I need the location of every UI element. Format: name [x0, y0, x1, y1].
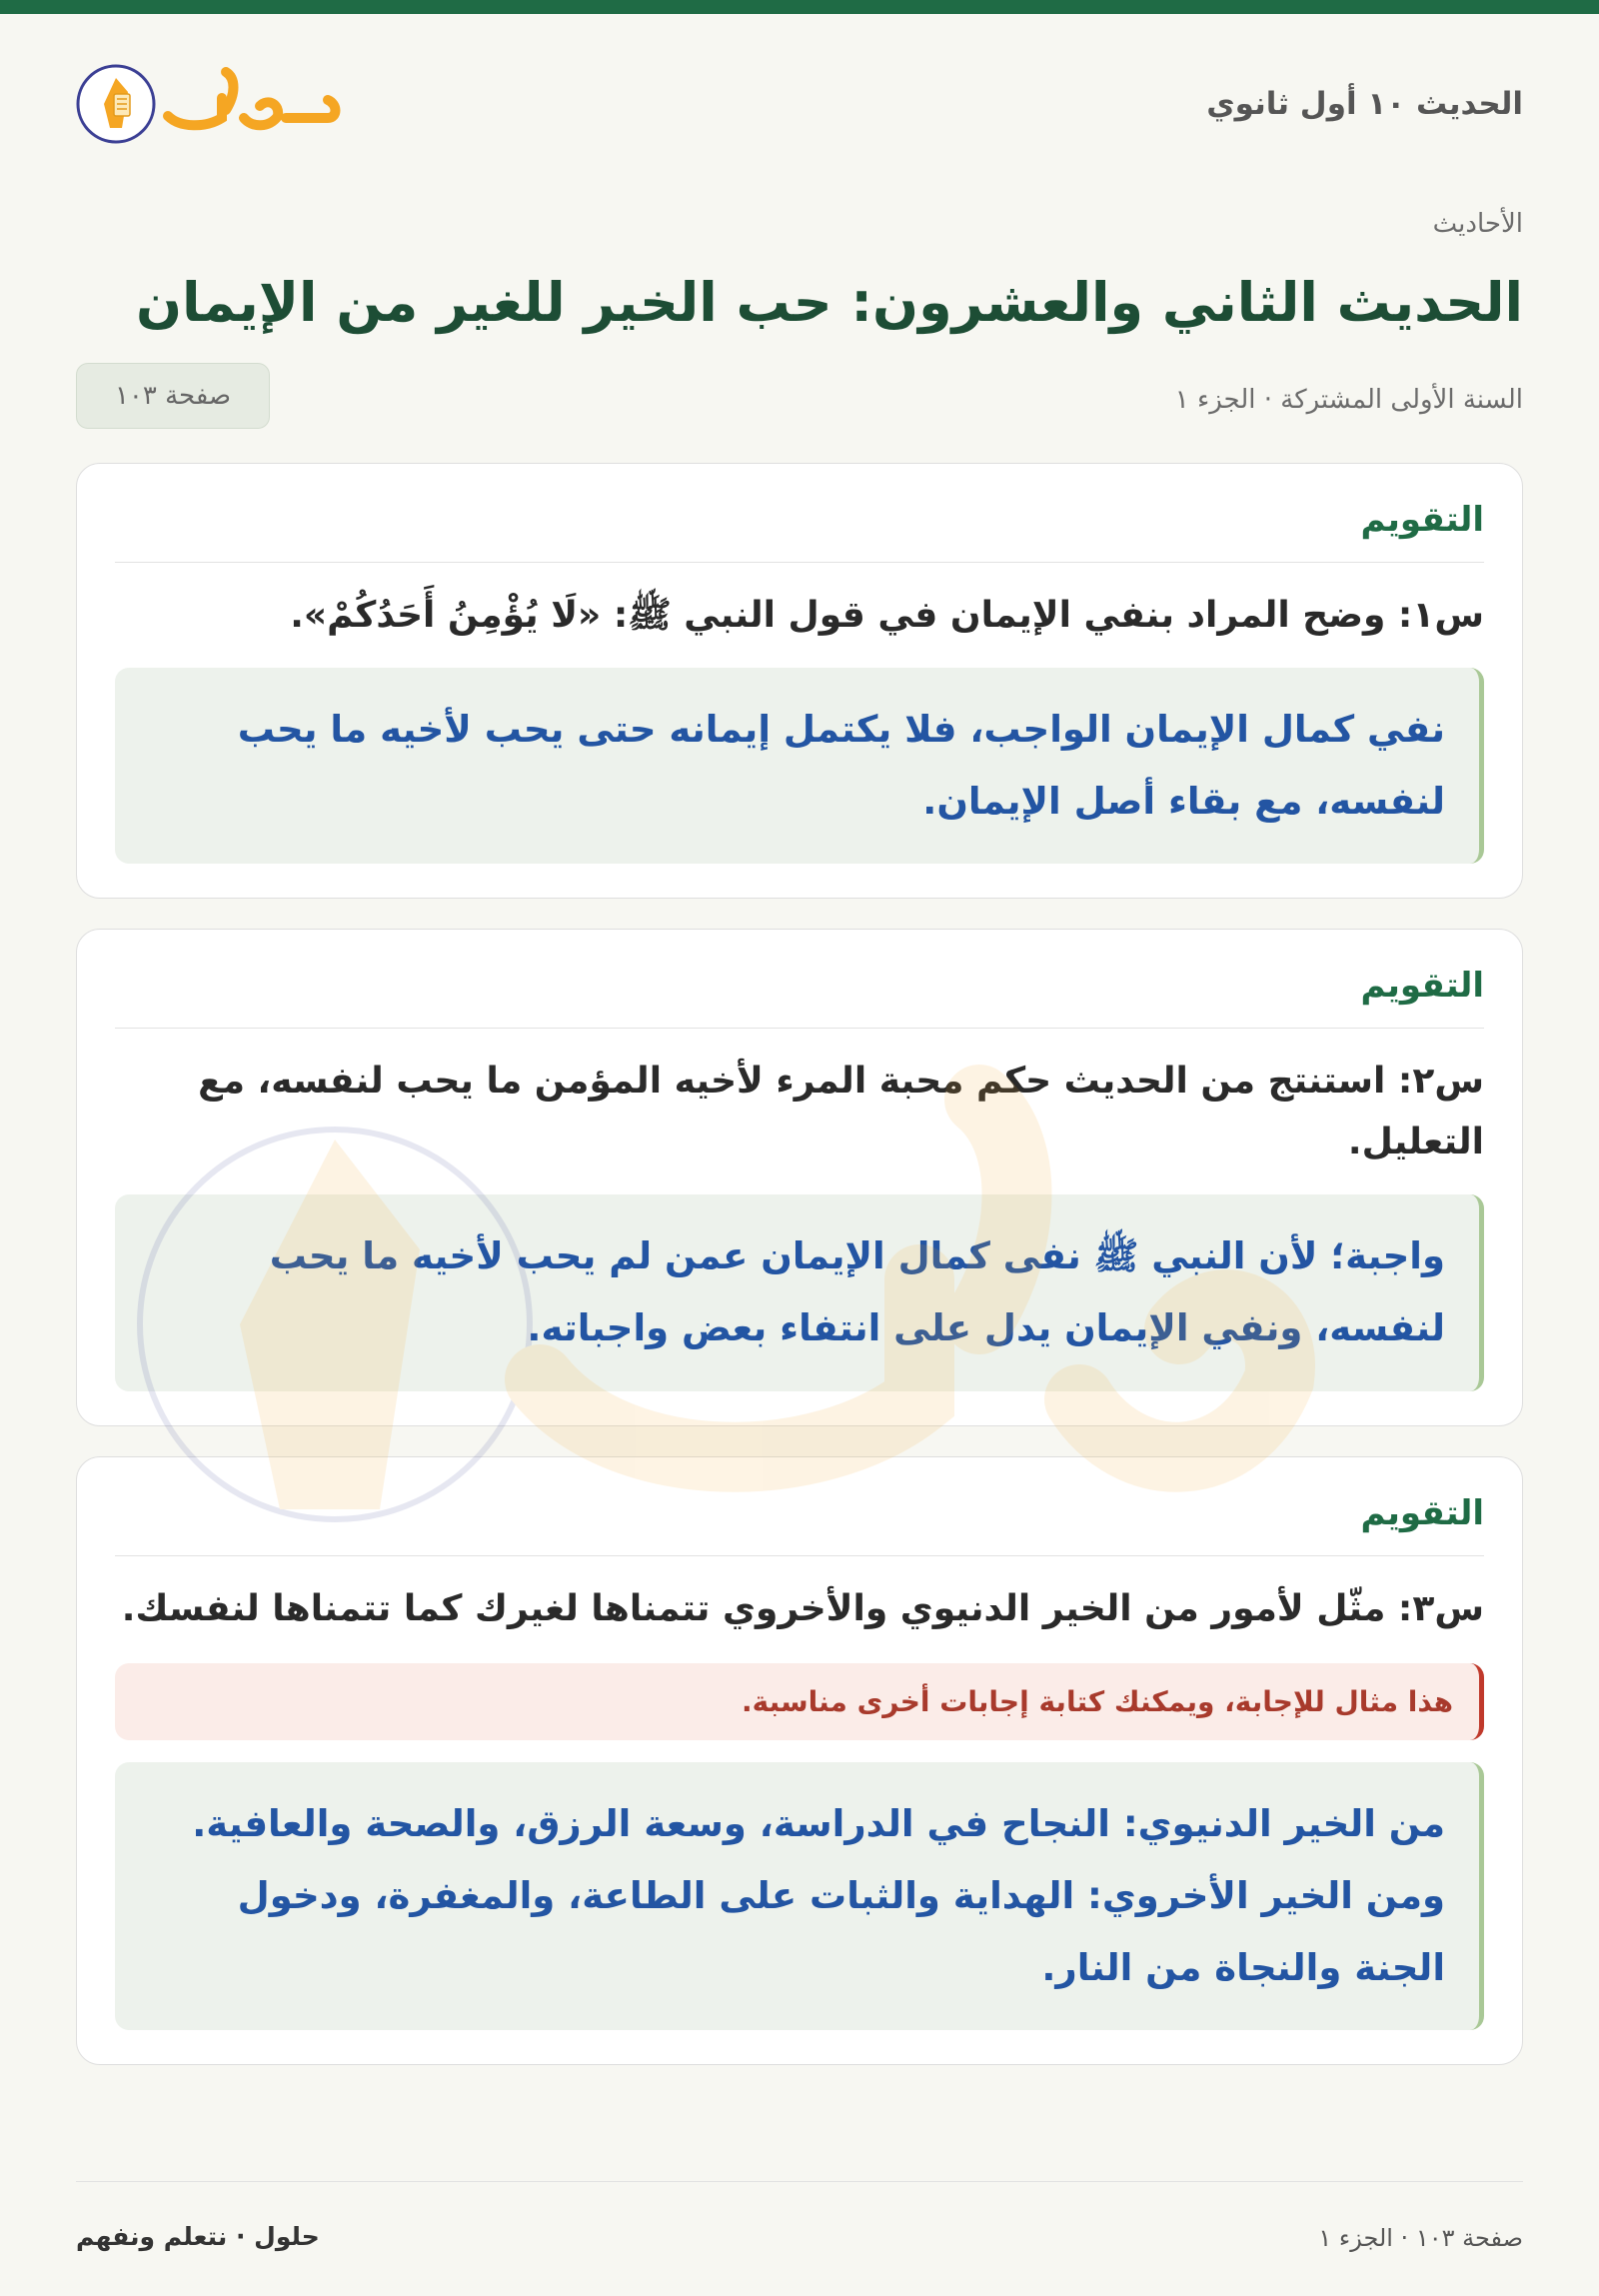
footer-page-info: صفحة ١٠٣ · الجزء ١ — [1318, 2224, 1523, 2252]
answer-box: واجبة؛ لأن النبي ﷺ نفى كمال الإيمان عمن لم يحب لأخيه ما يحب لنفسه، ونفي الإيمان يدل على انتفاء بعض واجباته. — [115, 1194, 1484, 1390]
question-card-3 — [76, 1456, 1523, 2066]
page-badge: صفحة ١٠٣ — [76, 363, 270, 429]
hulul-logo[interactable] — [73, 54, 346, 154]
note-box: هذا مثال للإجابة، ويمكنك كتابة إجابات أخرى مناسبة. — [115, 1663, 1484, 1740]
footer-brand: حلول · نتعلم ونفهم — [76, 2222, 320, 2251]
meta-row — [76, 363, 1523, 433]
answer-box: نفي كمال الإيمان الواجب، فلا يكتمل إيمانه حتى يحب لأخيه ما يحب لنفسه، مع بقاء أصل الإيمان. — [115, 668, 1484, 864]
page — [0, 14, 1599, 2296]
card-label: التقويم — [115, 500, 1484, 563]
header-title: الحديث ١٠ أول ثانوي — [1206, 86, 1523, 122]
answer-box: من الخير الدنيوي: النجاح في الدراسة، وسعة الرزق، والصحة والعافية. ومن الخير الأخروي: الهداية والثبات على الطاعة، والمغفرة، ودخول الجنة والنجاة من النار. — [115, 1762, 1484, 2030]
question-text: س١: وضح المراد بنفي الإيمان في قول النبي ﷺ: «لَا يُؤْمِنُ أَحَدُكُمْ». — [290, 594, 1484, 636]
header — [73, 14, 1523, 189]
meta-subtitle: السنة الأولى المشتركة · الجزء ١ — [1174, 384, 1523, 415]
question-card-1 — [76, 463, 1523, 899]
breadcrumb[interactable]: الأحاديث — [1432, 209, 1523, 239]
svg-text:حلول: حلول — [73, 54, 76, 55]
top-accent-bar — [0, 0, 1599, 14]
card-label: التقويم — [115, 1493, 1484, 1556]
question-text: س٣: مثّل لأمور من الخير الدنيوي والأخروي تتمناها لغيرك كما تتمناها لنفسك. — [121, 1587, 1484, 1629]
question-text: س٢: استنتج من الحديث حكم محبة المرء لأخيه المؤمن ما يحب لنفسه، مع التعليل. — [198, 1060, 1484, 1163]
question-card-2 — [76, 929, 1523, 1426]
footer — [76, 2181, 1523, 2261]
page-title: الحديث الثاني والعشرون: حب الخير للغير من الإيمان — [135, 271, 1523, 334]
card-label: التقويم — [115, 966, 1484, 1029]
